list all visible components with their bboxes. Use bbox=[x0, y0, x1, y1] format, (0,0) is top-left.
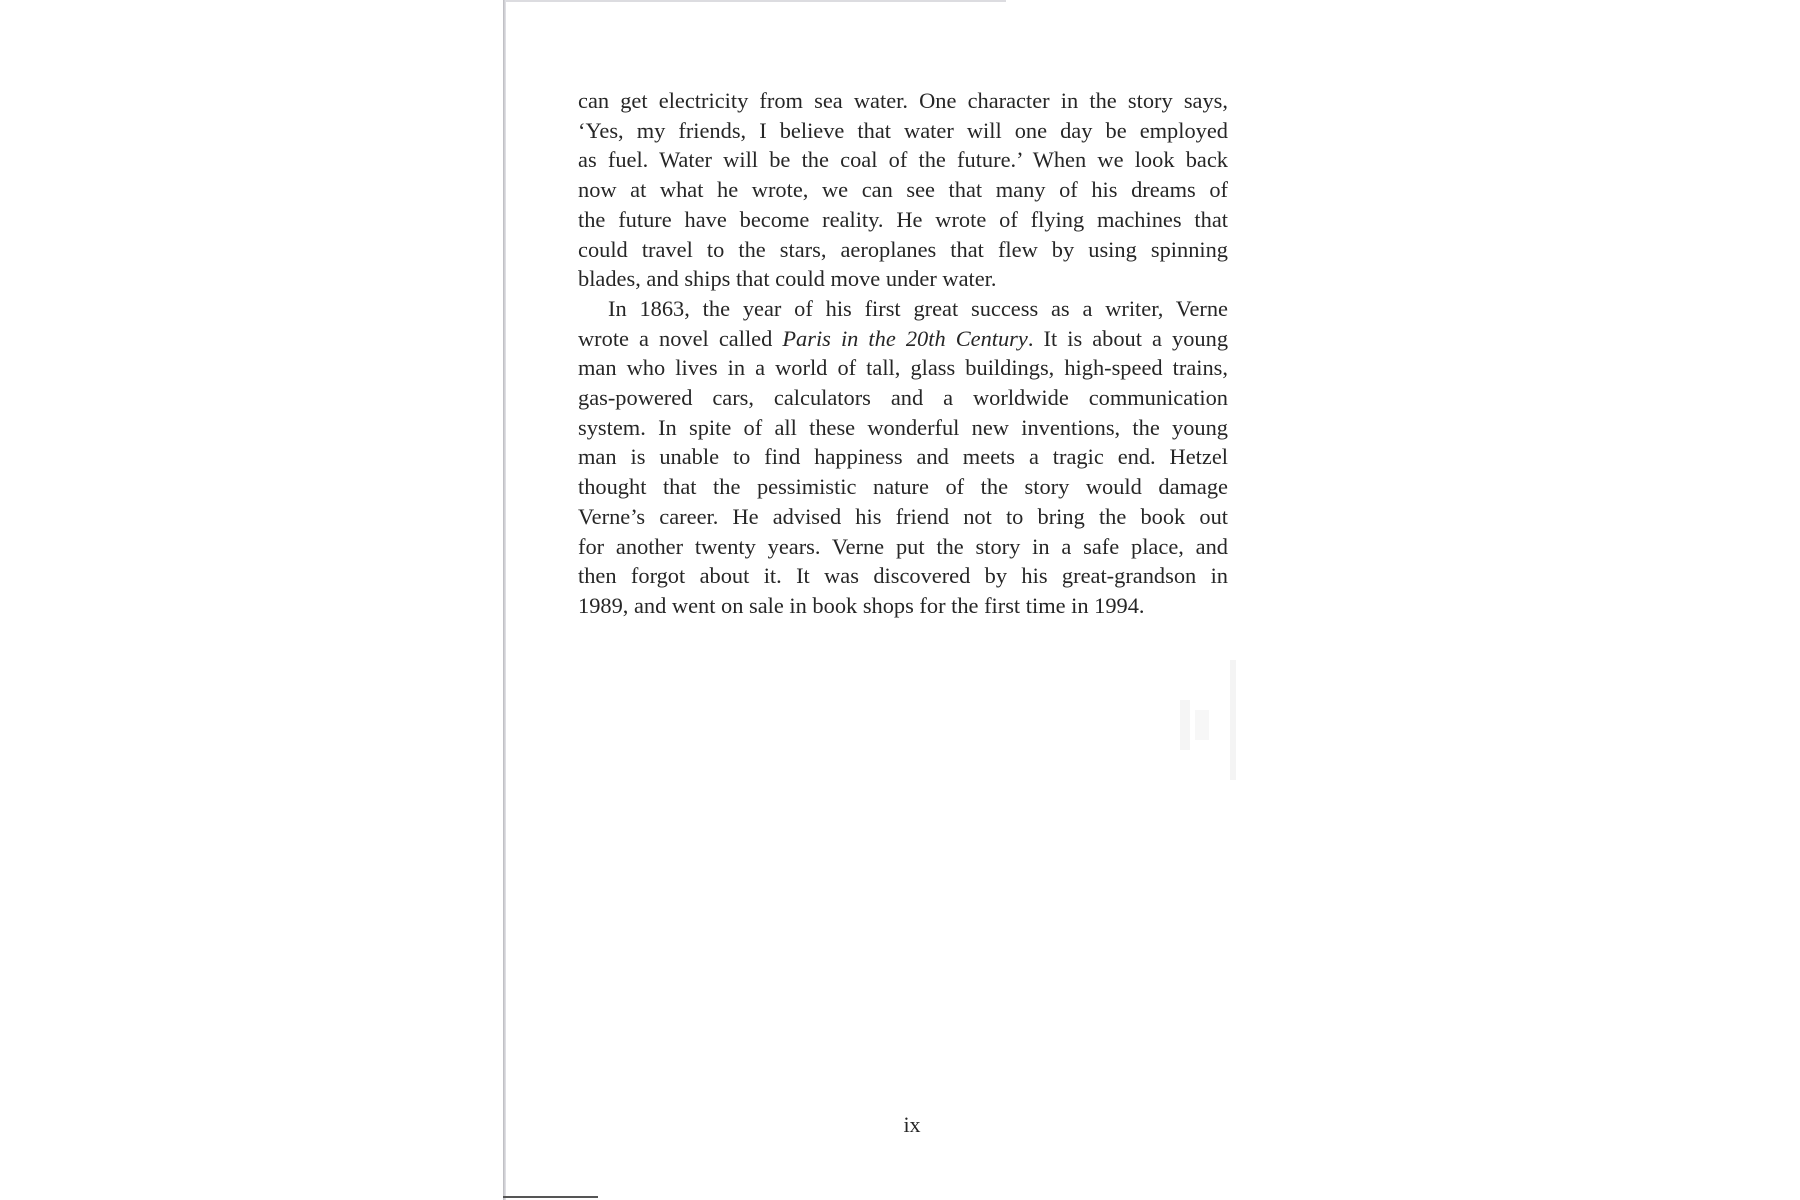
text-line-with-title bbox=[578, 324, 1228, 354]
text-line: as fuel. Water will be the coal of the future.’ When we look back bbox=[578, 147, 1228, 173]
text-line: gas-powered cars, calculators and a worldwide communication bbox=[578, 385, 1228, 411]
body-text bbox=[578, 86, 1228, 621]
text-line: for another twenty years. Verne put the story in a safe place, and bbox=[578, 533, 1228, 559]
text-segment: . It is about a young bbox=[1027, 325, 1229, 351]
ink-bleed-through bbox=[1135, 660, 1255, 780]
page-number: ix bbox=[903, 1112, 921, 1137]
text-line: can get electricity from sea water. One character in the story says, bbox=[578, 88, 1228, 113]
text-segment: wrote a novel called bbox=[578, 325, 783, 351]
text-line: man who lives in a world of tall, glass buildings, high-speed trains, bbox=[578, 355, 1228, 381]
page-top-shadow bbox=[506, 0, 1006, 2]
text-line: thought that the pessimistic nature of the story would damage bbox=[578, 474, 1228, 500]
text-line: In 1863, the year of his first great success as a writer, Verne bbox=[608, 295, 1228, 321]
text-line: blades, and ships that could move under water. bbox=[578, 266, 997, 292]
text-line: 1989, and went on sale in book shops for the first time in 1994. bbox=[578, 592, 1145, 618]
text-line: could travel to the stars, aeroplanes that flew by using spinning bbox=[578, 236, 1228, 262]
page-spine-edge bbox=[503, 0, 506, 1200]
paragraph-2 bbox=[578, 294, 1228, 621]
text-line: system. In spite of all these wonderful new inventions, the young bbox=[578, 414, 1228, 440]
book-title: Paris in the 20th Century bbox=[782, 325, 1028, 351]
text-line: the future have become reality. He wrote of flying machines that bbox=[578, 206, 1228, 232]
text-line: Verne’s career. He advised his friend not to bring the book out bbox=[578, 503, 1228, 529]
text-line: then forgot about it. It was discovered by his great-grandson in bbox=[578, 563, 1228, 589]
paragraph-1 bbox=[578, 86, 1228, 294]
page-bottom-edge-mark bbox=[503, 1196, 598, 1198]
text-line: ‘Yes, my friends, I believe that water will one day be employed bbox=[578, 117, 1228, 143]
text-line: now at what he wrote, we can see that many of his dreams of bbox=[578, 177, 1228, 203]
text-line: man is unable to find happiness and meets a tragic end. Hetzel bbox=[578, 444, 1228, 470]
